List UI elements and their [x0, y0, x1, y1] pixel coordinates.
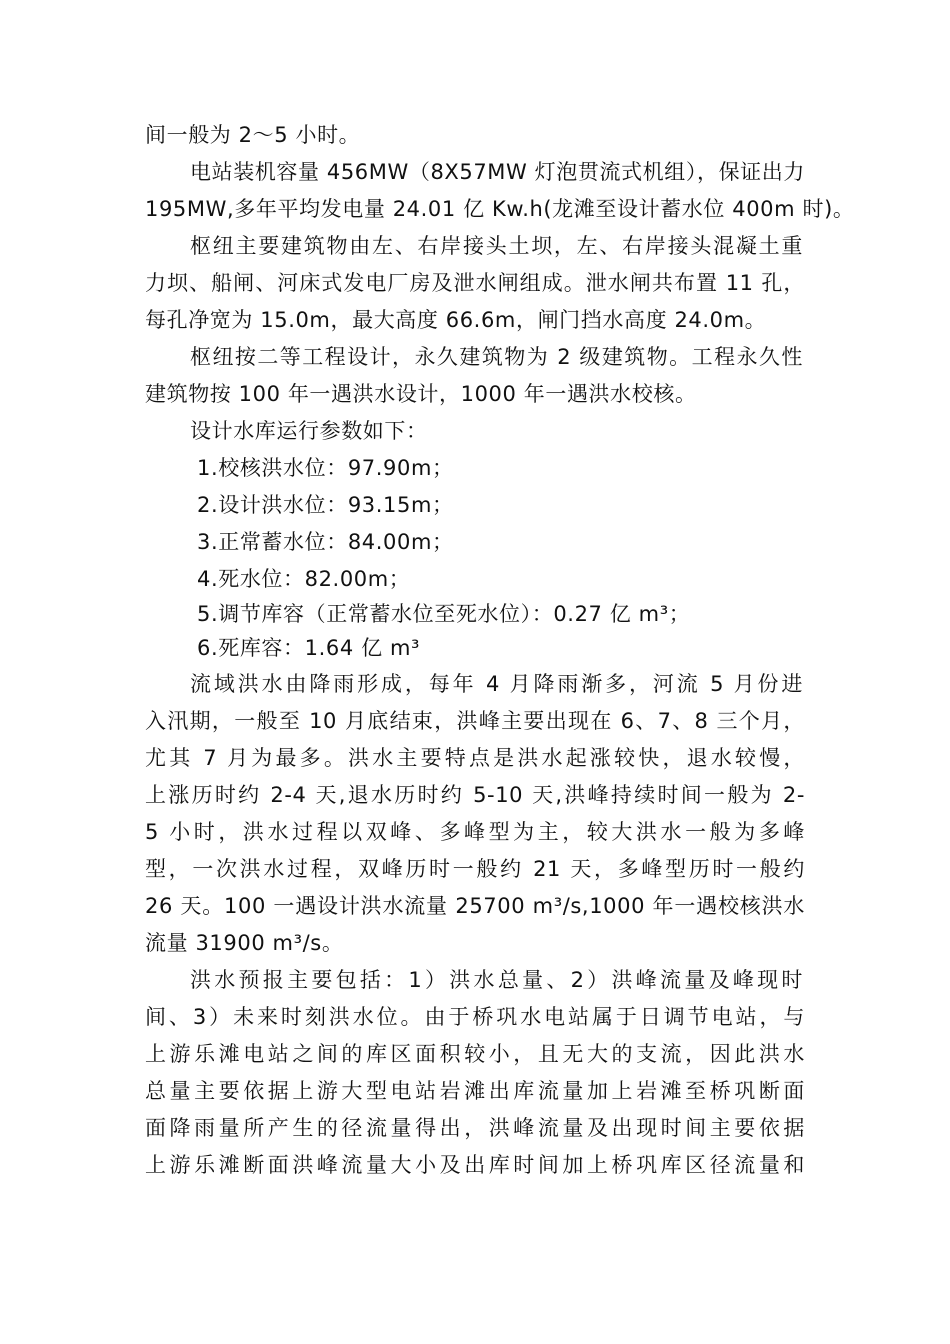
- paragraph-line: 枢纽按二等工程设计，永久建筑物为 2 级建筑物。工程永久性: [190, 345, 803, 369]
- text-line: 上游乐滩断面洪峰流量大小及出库时间加上桥巩库区径流量和: [145, 1153, 805, 1177]
- list-item: 3.正常蓄水位：84.00m；: [197, 530, 454, 554]
- list-item: 4.死水位：82.00m；: [197, 567, 411, 591]
- text-line: 总量主要依据上游大型电站岩滩出库流量加上岩滩至桥巩断面: [145, 1079, 805, 1103]
- paragraph-line: 洪水预报主要包括：1）洪水总量、2）洪峰流量及峰现时: [190, 968, 803, 992]
- text-line: 建筑物按 100 年一遇洪水设计，1000 年一遇洪水校核。: [145, 382, 697, 406]
- text-line: 间一般为 2～5 小时。: [145, 123, 361, 147]
- text-line: 型，一次洪水过程，双峰历时一般约 21 天，多峰型历时一般约: [145, 857, 805, 881]
- paragraph-line: 流域洪水由降雨形成，每年 4 月降雨渐多，河流 5 月份进: [190, 672, 803, 696]
- paragraph-line: 枢纽主要建筑物由左、右岸接头土坝，左、右岸接头混凝土重: [190, 234, 803, 258]
- text-line: 入汛期，一般至 10 月底结束，洪峰主要出现在 6、7、8 三个月，: [145, 709, 805, 733]
- list-item: 1.校核洪水位：97.90m；: [197, 456, 454, 480]
- text-line: 5 小时，洪水过程以双峰、多峰型为主，较大洪水一般为多峰: [145, 820, 805, 844]
- text-line: 上涨历时约 2-4 天,退水历时约 5-10 天,洪峰持续时间一般为 2-: [145, 783, 805, 807]
- text-line: 尤其 7 月为最多。洪水主要特点是洪水起涨较快，退水较慢，: [145, 746, 805, 770]
- text-line: 流量 31900 m³/s。: [145, 931, 344, 955]
- text-line: 26 天。100 一遇设计洪水流量 25700 m³/s,1000 年一遇校核洪水: [145, 894, 805, 918]
- list-item: 6.死库容：1.64 亿 m³: [197, 636, 421, 660]
- paragraph-line: 电站装机容量 456MW（8X57MW 灯泡贯流式机组），保证出力: [190, 160, 805, 184]
- text-line: 195MW,多年平均发电量 24.01 亿 Kw.h(龙滩至设计蓄水位 400m 时)。: [145, 197, 855, 221]
- text-line: 面降雨量所产生的径流量得出，洪峰流量及出现时间主要依据: [145, 1116, 805, 1140]
- text-line: 力坝、船闸、河床式发电厂房及泄水闸组成。泄水闸共布置 11 孔，: [145, 271, 805, 295]
- text-line: 上游乐滩电站之间的库区面积较小，且无大的支流，因此洪水: [145, 1042, 805, 1066]
- text-line: 每孔净宽为 15.0m，最大高度 66.6m，闸门挡水高度 24.0m。: [145, 308, 767, 332]
- text-line: 间、3）未来时刻洪水位。由于桥巩水电站属于日调节电站，与: [145, 1005, 805, 1029]
- paragraph-line: 设计水库运行参数如下：: [190, 419, 428, 443]
- list-item: 2.设计洪水位：93.15m；: [197, 493, 454, 517]
- list-item: 5.调节库容（正常蓄水位至死水位）：0.27 亿 m³；: [197, 602, 691, 626]
